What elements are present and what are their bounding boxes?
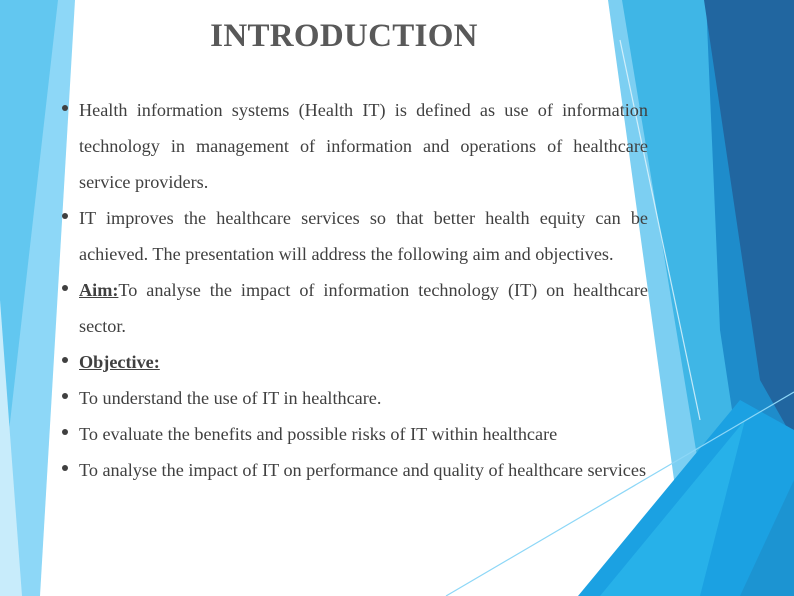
bullet-item [60, 344, 648, 380]
slide-title: INTRODUCTION [210, 18, 478, 54]
bullet-text: To analyse the impact of information technology (IT) on healthcare sector. [79, 280, 648, 336]
bullet-icon [62, 213, 68, 219]
bullet-item [60, 272, 648, 344]
bullet-icon [62, 429, 68, 435]
bullet-icon [62, 393, 68, 399]
bullet-text: To understand the use of IT in healthcare. [79, 388, 382, 408]
bullet-icon [62, 285, 68, 291]
bullet-item [60, 200, 648, 272]
bullet-item [60, 92, 648, 200]
bullet-item [60, 416, 648, 452]
bullet-text: To analyse the impact of IT on performance and quality of healthcare services [79, 460, 647, 480]
bullet-item [60, 380, 648, 416]
bullet-item [60, 452, 648, 488]
bullet-text: IT improves the healthcare services so that better health equity can be achieved. The presentation will address the following aim and objectives. [79, 208, 648, 264]
bullet-icon [62, 465, 68, 471]
bullet-icon [62, 105, 68, 111]
bullet-lead: Objective: [79, 352, 160, 372]
bullet-list [60, 92, 648, 488]
bullet-text: To evaluate the benefits and possible risks of IT within healthcare [79, 424, 558, 444]
bullet-icon [62, 357, 68, 363]
bullet-text: Health information systems (Health IT) is defined as use of information technology in management of information and operations of healthcare service providers. [79, 100, 648, 192]
bullet-lead: Aim: [79, 280, 119, 300]
